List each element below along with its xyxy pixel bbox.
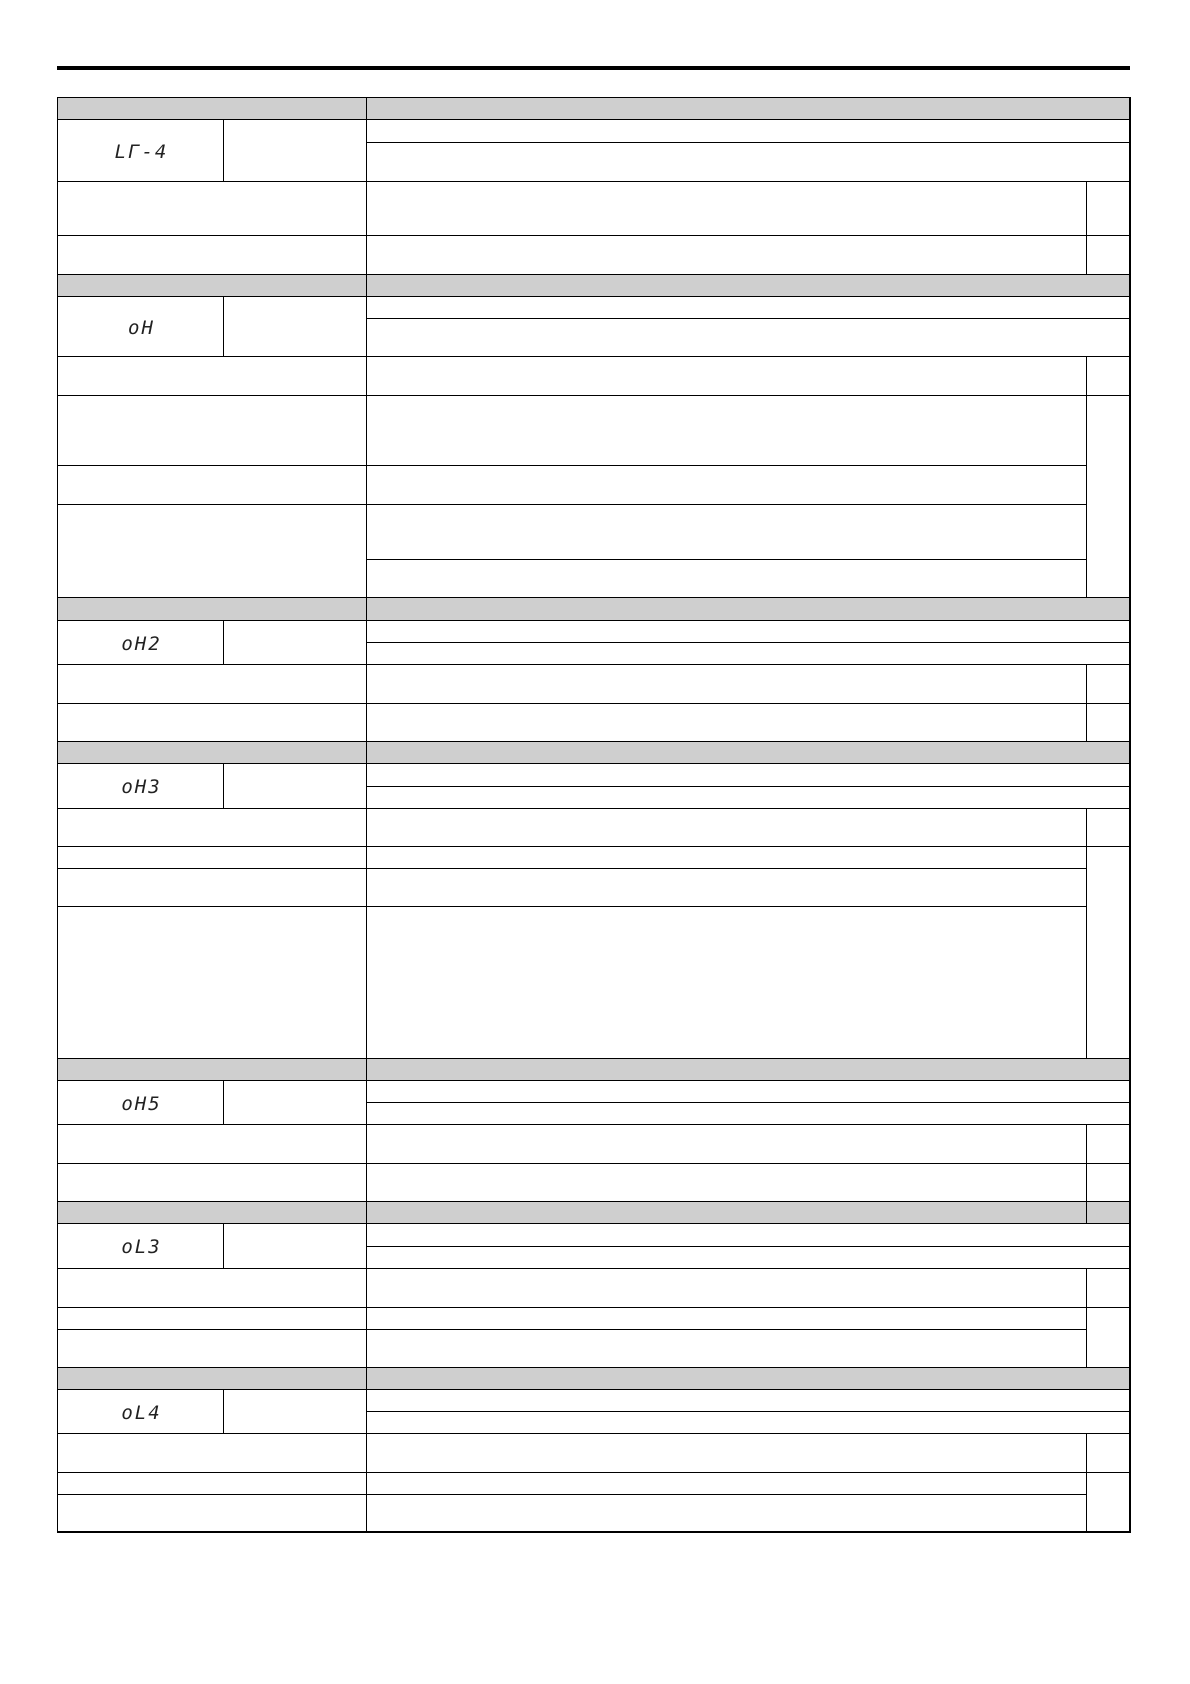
display-code: oL4 (121, 1401, 162, 1424)
display-code: LΓ-4 (114, 140, 169, 163)
display-code: oH2 (121, 632, 162, 655)
display-code: oH5 (121, 1092, 162, 1115)
table-border (57, 97, 1131, 1533)
display-code: oH (128, 316, 155, 339)
display-code: oL3 (121, 1236, 162, 1258)
fault-table (57, 97, 1131, 1533)
top-rule (57, 66, 1130, 70)
display-code: oH3 (121, 776, 162, 798)
